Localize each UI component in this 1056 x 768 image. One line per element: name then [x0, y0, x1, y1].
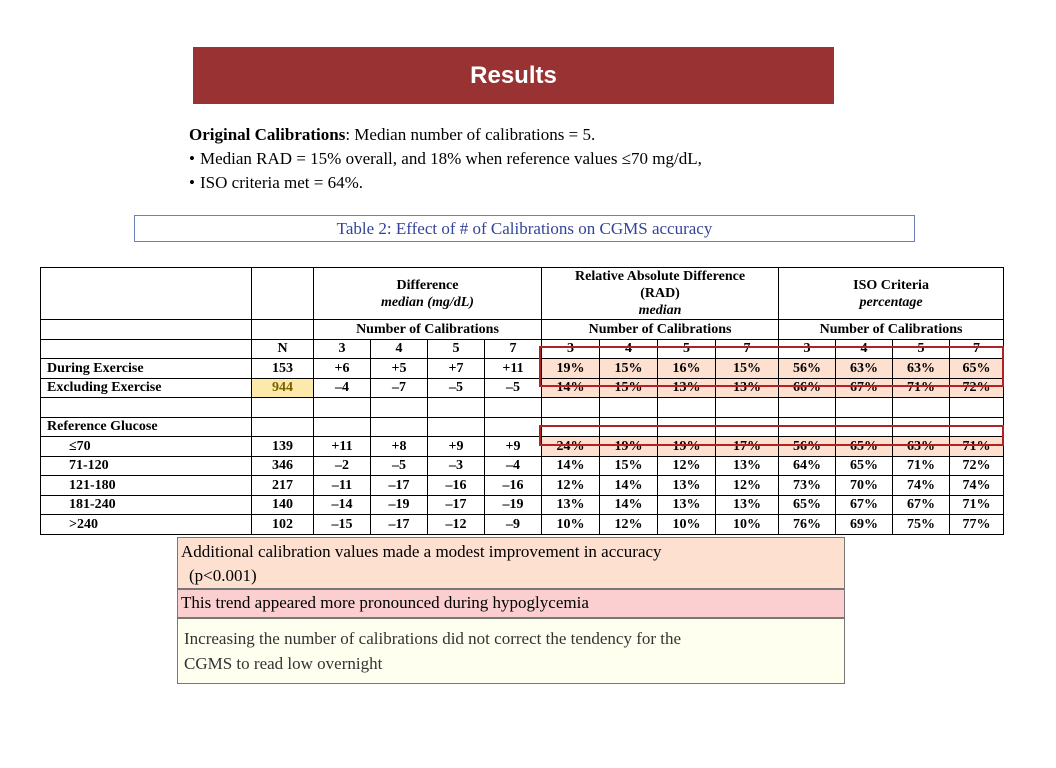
- intro-line: [189, 123, 889, 147]
- cal-count: 3: [779, 339, 836, 359]
- iso-cell: 65%: [950, 359, 1004, 379]
- rad-cell: 14%: [600, 495, 658, 515]
- diff-cell: –4: [314, 378, 371, 398]
- group-subtitle: percentage: [859, 294, 923, 310]
- num-cal-row: [41, 320, 1004, 340]
- iso-cell: 63%: [836, 359, 893, 379]
- iso-cell: 56%: [779, 437, 836, 457]
- group-subtitle: [542, 285, 778, 319]
- diff-cell: –12: [428, 515, 485, 535]
- iso-cell: 74%: [950, 476, 1004, 496]
- row-label: [41, 398, 252, 418]
- iso-cell: 73%: [779, 476, 836, 496]
- rad-cell: [600, 417, 658, 437]
- group-title: Difference: [396, 277, 459, 293]
- intro-heading: Original Calibrations: [189, 125, 346, 144]
- diff-cell: –11: [314, 476, 371, 496]
- diff-cell: –16: [485, 476, 542, 496]
- iso-cell: 65%: [836, 456, 893, 476]
- diff-cell: –7: [371, 378, 428, 398]
- iso-cell: 72%: [950, 378, 1004, 398]
- rad-cell: 13%: [658, 476, 716, 496]
- rad-cell: 14%: [542, 456, 600, 476]
- iso-cell: [950, 417, 1004, 437]
- iso-cell: 64%: [779, 456, 836, 476]
- rad-cell: 12%: [542, 476, 600, 496]
- n-cell: 102: [252, 515, 314, 535]
- iso-cell: [893, 417, 950, 437]
- rad-cell: 15%: [600, 456, 658, 476]
- table-row: [41, 495, 1004, 515]
- diff-cell: +9: [428, 437, 485, 457]
- cal-count: 4: [836, 339, 893, 359]
- results-banner: Results: [193, 47, 834, 104]
- cal-count: 7: [485, 339, 542, 359]
- diff-cell: –9: [485, 515, 542, 535]
- blank-cell: [252, 320, 314, 340]
- note-calibration-improvement: [177, 537, 845, 589]
- cal-count: 5: [428, 339, 485, 359]
- row-label: 121-180: [41, 476, 252, 496]
- iso-cell: 66%: [779, 378, 836, 398]
- iso-cell: 74%: [893, 476, 950, 496]
- diff-cell: +5: [371, 359, 428, 379]
- diff-cell: –16: [428, 476, 485, 496]
- n-cell: 140: [252, 495, 314, 515]
- note-line: CGMS to read low overnight: [184, 654, 383, 673]
- iso-cell: 71%: [893, 456, 950, 476]
- iso-cell: 65%: [779, 495, 836, 515]
- n-cell: 153: [252, 359, 314, 379]
- rad-cell: 15%: [600, 359, 658, 379]
- rad-cell: 19%: [542, 359, 600, 379]
- blank-cell: [41, 268, 252, 320]
- cal-count: 3: [314, 339, 371, 359]
- cal-count-row: [41, 339, 1004, 359]
- group-iso: [779, 268, 1004, 320]
- rad-cell: 17%: [716, 437, 779, 457]
- diff-cell: [314, 398, 371, 418]
- rad-cell: 12%: [658, 456, 716, 476]
- diff-cell: –15: [314, 515, 371, 535]
- table-row: [41, 515, 1004, 535]
- cal-count: 3: [542, 339, 600, 359]
- diff-cell: –19: [371, 495, 428, 515]
- cal-count: 4: [600, 339, 658, 359]
- rad-cell: 13%: [658, 495, 716, 515]
- diff-cell: [428, 417, 485, 437]
- row-label: During Exercise: [41, 359, 252, 379]
- rad-cell: 15%: [600, 378, 658, 398]
- diff-cell: +11: [314, 437, 371, 457]
- blank-cell: [41, 339, 252, 359]
- rad-cell: 24%: [542, 437, 600, 457]
- rad-cell: 13%: [658, 378, 716, 398]
- diff-cell: –14: [314, 495, 371, 515]
- n-cell: [252, 417, 314, 437]
- row-label: ≤70: [41, 437, 252, 457]
- iso-cell: 56%: [779, 359, 836, 379]
- diff-cell: +11: [485, 359, 542, 379]
- rad-cell: 15%: [716, 359, 779, 379]
- bullet-rad: • Median RAD = 15% overall, and 18% when reference values ≤70 mg/dL,: [189, 147, 889, 171]
- diff-cell: [485, 417, 542, 437]
- row-label: >240: [41, 515, 252, 535]
- iso-cell: [779, 398, 836, 418]
- cal-count: 5: [658, 339, 716, 359]
- rad-cell: 14%: [600, 476, 658, 496]
- rad-cell: 10%: [542, 515, 600, 535]
- calibration-table: [40, 267, 1004, 535]
- intro-heading-rest: : Median number of calibrations = 5.: [345, 125, 596, 144]
- diff-cell: +9: [485, 437, 542, 457]
- blank-cell: [41, 320, 252, 340]
- diff-cell: [371, 398, 428, 418]
- row-label: Excluding Exercise: [41, 378, 252, 398]
- rad-cell: [542, 398, 600, 418]
- blank-cell: [252, 268, 314, 320]
- iso-cell: 76%: [779, 515, 836, 535]
- group-subtitle: median (mg/dL): [381, 294, 474, 310]
- cal-count: 7: [950, 339, 1004, 359]
- note-hypoglycemia-trend: This trend appeared more pronounced during hypoglycemia: [177, 589, 845, 618]
- bullet-iso: • ISO criteria met = 64%.: [189, 171, 889, 195]
- diff-cell: –5: [371, 456, 428, 476]
- rad-cell: [542, 417, 600, 437]
- rad-cell: 13%: [542, 495, 600, 515]
- note-line: Additional calibration values made a modest improvement in accuracy: [181, 542, 662, 561]
- rad-cell: [716, 398, 779, 418]
- iso-cell: 72%: [950, 456, 1004, 476]
- rad-cell: 12%: [600, 515, 658, 535]
- rad-cell: 14%: [542, 378, 600, 398]
- group-title: Relative Absolute Difference: [575, 269, 746, 284]
- rad-cell: [600, 398, 658, 418]
- num-cal-label: Number of Calibrations: [542, 320, 779, 340]
- rad-cell: 19%: [600, 437, 658, 457]
- diff-cell: –5: [485, 378, 542, 398]
- n-cell: [252, 398, 314, 418]
- rad-cell: 13%: [716, 456, 779, 476]
- diff-cell: +8: [371, 437, 428, 457]
- table-row: [41, 359, 1004, 379]
- iso-cell: 70%: [836, 476, 893, 496]
- row-label: 181-240: [41, 495, 252, 515]
- iso-cell: [836, 398, 893, 418]
- cal-count: 5: [893, 339, 950, 359]
- iso-cell: [893, 398, 950, 418]
- iso-cell: 63%: [893, 437, 950, 457]
- iso-cell: 65%: [836, 437, 893, 457]
- diff-cell: –3: [428, 456, 485, 476]
- num-cal-label: Number of Calibrations: [779, 320, 1004, 340]
- intro-summary: [189, 123, 889, 195]
- group-rad: [542, 268, 779, 320]
- diff-cell: [428, 398, 485, 418]
- diff-cell: [485, 398, 542, 418]
- n-cell: 139: [252, 437, 314, 457]
- rad-cell: 13%: [716, 495, 779, 515]
- cal-count: 4: [371, 339, 428, 359]
- row-label: 71-120: [41, 456, 252, 476]
- n-header: N: [252, 339, 314, 359]
- iso-cell: 71%: [950, 437, 1004, 457]
- diff-cell: +7: [428, 359, 485, 379]
- diff-cell: –17: [371, 476, 428, 496]
- rad-cell: 13%: [716, 378, 779, 398]
- group-subtitle-italic: median: [638, 303, 682, 318]
- note-line: (p<0.001): [189, 566, 257, 585]
- iso-cell: 75%: [893, 515, 950, 535]
- group-subtitle-pre: (RAD): [640, 286, 680, 301]
- rad-cell: 12%: [716, 476, 779, 496]
- rad-cell: [716, 417, 779, 437]
- iso-cell: 67%: [836, 495, 893, 515]
- row-label: Reference Glucose: [41, 417, 252, 437]
- n-cell: 944: [252, 378, 314, 398]
- diff-cell: [371, 417, 428, 437]
- iso-cell: [836, 417, 893, 437]
- n-cell: 217: [252, 476, 314, 496]
- n-cell: 346: [252, 456, 314, 476]
- diff-cell: –2: [314, 456, 371, 476]
- iso-cell: [950, 398, 1004, 418]
- note-line: Increasing the number of calibrations did not correct the tendency for the: [184, 629, 682, 648]
- rad-cell: 10%: [716, 515, 779, 535]
- iso-cell: 67%: [836, 378, 893, 398]
- iso-cell: 71%: [950, 495, 1004, 515]
- diff-cell: –19: [485, 495, 542, 515]
- diff-cell: –4: [485, 456, 542, 476]
- rad-cell: [658, 398, 716, 418]
- iso-cell: 71%: [893, 378, 950, 398]
- group-title: ISO Criteria: [853, 277, 929, 293]
- num-cal-label: Number of Calibrations: [314, 320, 542, 340]
- rad-cell: 16%: [658, 359, 716, 379]
- table-row: [41, 417, 1004, 437]
- table-caption: Table 2: Effect of # of Calibrations on CGMS accuracy: [134, 215, 915, 242]
- table-row: [41, 437, 1004, 457]
- iso-cell: 63%: [893, 359, 950, 379]
- group-difference: [314, 268, 542, 320]
- iso-cell: 77%: [950, 515, 1004, 535]
- cal-count: 7: [716, 339, 779, 359]
- rad-cell: 19%: [658, 437, 716, 457]
- note-overnight-tendency: [177, 618, 845, 684]
- table-row: [41, 456, 1004, 476]
- diff-cell: –17: [428, 495, 485, 515]
- group-header-row: [41, 268, 1004, 320]
- diff-cell: [314, 417, 371, 437]
- table-row: [41, 378, 1004, 398]
- iso-cell: 67%: [893, 495, 950, 515]
- diff-cell: –17: [371, 515, 428, 535]
- rad-cell: [658, 417, 716, 437]
- diff-cell: +6: [314, 359, 371, 379]
- table-row: [41, 398, 1004, 418]
- iso-cell: 69%: [836, 515, 893, 535]
- rad-cell: 10%: [658, 515, 716, 535]
- table-row: [41, 476, 1004, 496]
- diff-cell: –5: [428, 378, 485, 398]
- iso-cell: [779, 417, 836, 437]
